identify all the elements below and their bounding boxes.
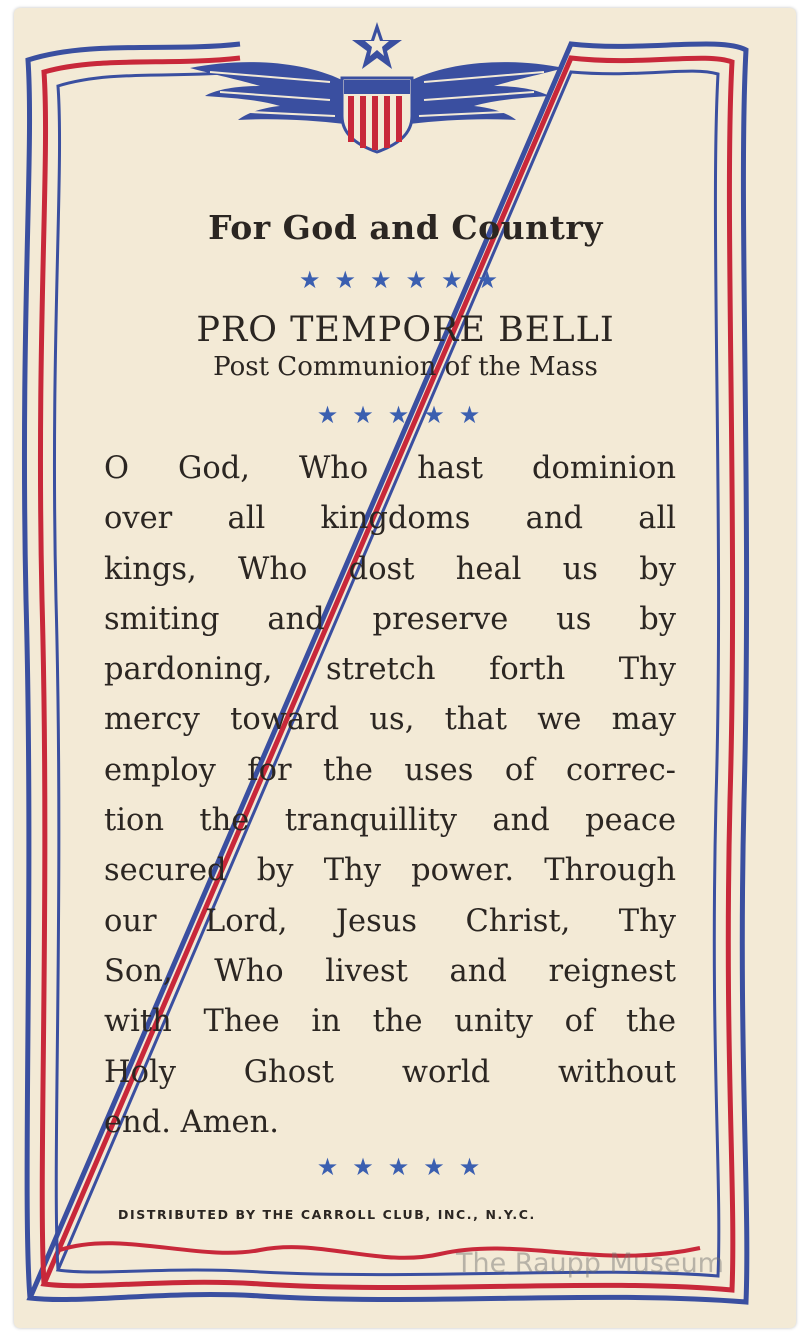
prayer-line: mercy toward us, that we may xyxy=(104,702,676,738)
star-icon-row: ★★★★★★ xyxy=(298,266,513,294)
prayer-line: employ for the uses of correc- xyxy=(104,752,676,788)
prayer-line: pardoning, stretch forth Thy xyxy=(104,652,676,688)
prayer-line: our Lord, Jesus Christ, Thy xyxy=(104,903,676,939)
prayer-line: over all kingdoms and all xyxy=(104,501,676,537)
distributor-footer: DISTRIBUTED BY THE CARROLL CLUB, INC., N.Y.C. xyxy=(118,1207,536,1222)
prayer-line: secured by Thy power. Through xyxy=(104,853,676,889)
prayer-text xyxy=(104,444,676,1148)
star-icon-row: ★★★★★ xyxy=(316,1153,495,1181)
prayer-line: smiting and preserve us by xyxy=(104,601,676,637)
star-icon-row: ★★★★★ xyxy=(316,401,495,429)
prayer-line: with Thee in the unity of the xyxy=(104,1004,676,1040)
prayer-line: Son, Who livest and reignest xyxy=(104,953,676,989)
prayer-line: O God, Who hast dominion xyxy=(104,451,676,486)
watermark: The Raupp Museum xyxy=(456,1248,724,1279)
prayer-line: end. Amen. xyxy=(104,1104,279,1140)
prayer-line: kings, Who dost heal us by xyxy=(104,551,676,587)
subtitle: Post Communion of the Mass xyxy=(213,352,598,382)
prayer-line: Holy Ghost world without xyxy=(104,1054,676,1090)
page-title: PRO TEMPORE BELLI xyxy=(196,310,615,350)
prayer-line: tion the tranquillity and peace xyxy=(104,803,676,839)
winged-shield-star-icon xyxy=(180,20,570,155)
heading: For God and Country xyxy=(208,208,603,247)
